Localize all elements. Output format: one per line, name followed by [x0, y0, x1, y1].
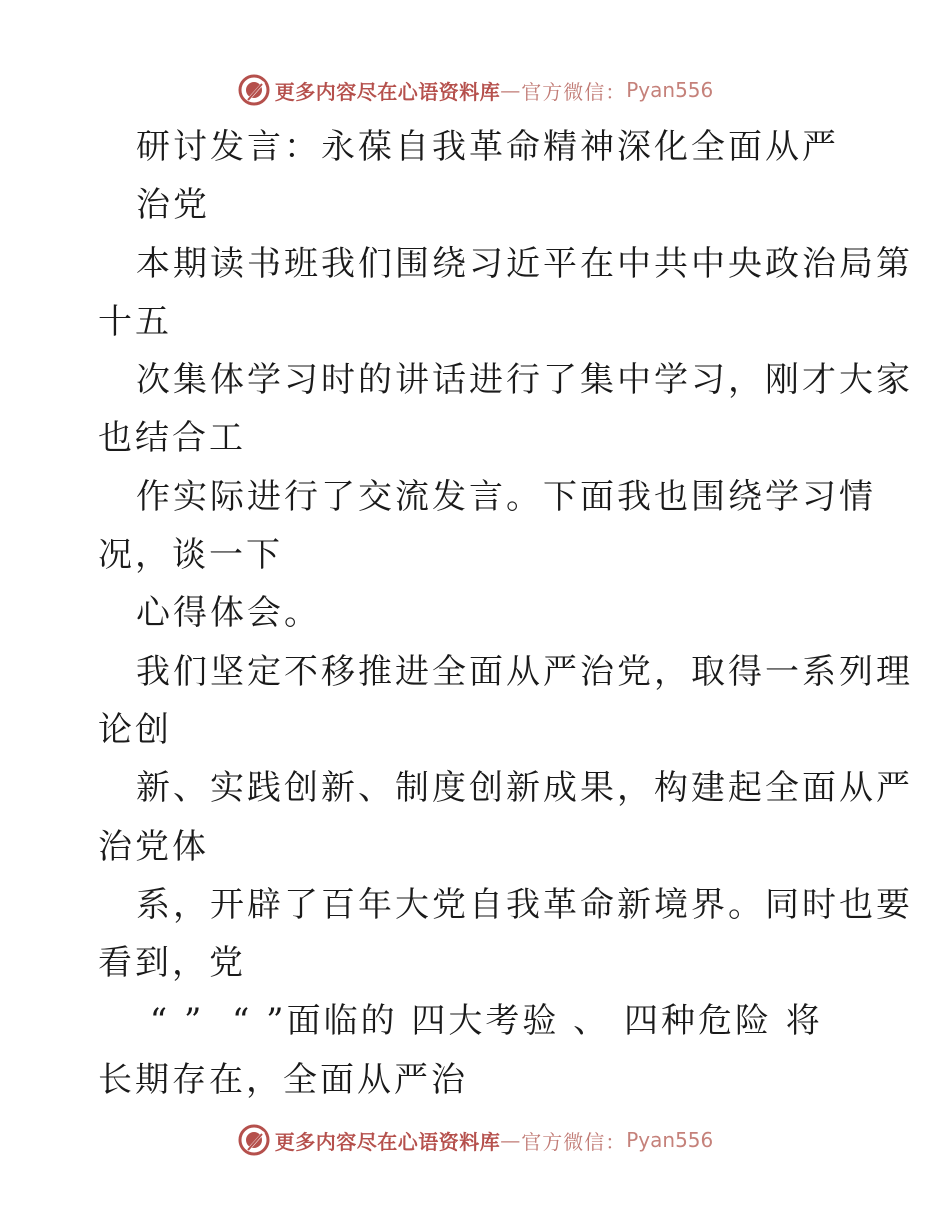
text-line: 长期存在，全面从严治	[98, 1059, 468, 1100]
text-line: 心得体会。	[136, 593, 321, 634]
text-line: 作实际进行了交流发言。下面我也围绕学习情	[136, 476, 876, 517]
pen-logo-icon	[237, 73, 271, 107]
document-body	[98, 118, 913, 1109]
text-line: 论创	[98, 709, 172, 750]
banner-id: Pyan556	[626, 78, 714, 102]
text-line: “ ” “ ”面临的 四大考验 、 四种危险 将	[136, 1001, 823, 1042]
text-line: 次集体学习时的讲话进行了集中学习，刚才大家	[136, 360, 913, 401]
banner-text: 更多内容尽在心语资料库	[274, 1129, 501, 1154]
banner-sub: 官方微信：	[521, 79, 627, 104]
banner-id: Pyan556	[626, 1128, 714, 1152]
footer-banner	[0, 1120, 950, 1160]
text-line: 看到，党	[98, 943, 246, 984]
text-line: 我们坚定不移推进全面从严治党，取得一系列理	[136, 651, 913, 692]
text-line: 也结合工	[98, 418, 246, 459]
pen-logo-icon	[237, 1123, 271, 1157]
header-banner	[0, 70, 950, 110]
text-line: 况，谈一下	[98, 535, 283, 576]
text-line: 治党	[136, 185, 210, 226]
text-line: 研讨发言：永葆自我革命精神深化全面从严	[136, 127, 839, 167]
text-line: 新、实践创新、制度创新成果，构建起全面从严	[136, 768, 913, 809]
banner-dash: —	[500, 78, 522, 102]
banner-dash: —	[500, 1128, 522, 1152]
banner-sub: 官方微信：	[521, 1129, 627, 1154]
text-line: 系，开辟了百年大党自我革命新境界。同时也要	[136, 884, 913, 925]
text-line: 十五	[98, 301, 172, 342]
text-line: 本期读书班我们围绕习近平在中共中央政治局第	[136, 243, 913, 284]
banner-text: 更多内容尽在心语资料库	[274, 79, 501, 104]
text-line: 治党体	[98, 826, 209, 867]
